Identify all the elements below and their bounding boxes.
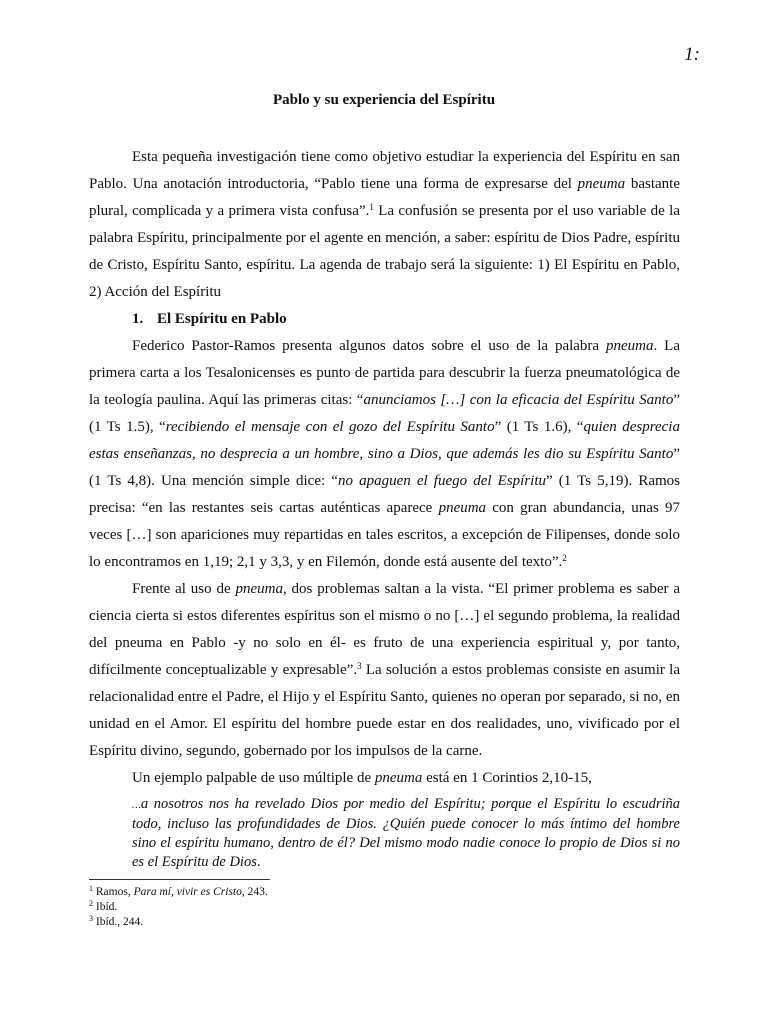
footnote-3 xyxy=(89,915,589,930)
section-number: 1. xyxy=(132,311,144,327)
footnote-text: Ibíd. xyxy=(95,901,118,913)
text-run: ” (1 Ts 1.5), “ xyxy=(89,392,681,435)
footnote-ref: 1 xyxy=(369,202,374,212)
text-run: Un ejemplo palpable de uso múltiple de xyxy=(132,770,375,786)
italic-term: pneuma, xyxy=(235,581,287,597)
quote-ellipsis: … xyxy=(132,800,141,811)
paragraph-problems xyxy=(89,576,680,765)
italic-citation: anunciamos […] con la eficacia del Espíritu Santo xyxy=(363,392,674,408)
text-run: La confusión se presenta por el uso variable de la palabra Espíritu, principalmente por el agente en mención, a saber: espíritu de Dios Padre, espíritu de Cristo, Espíritu Santo, espíritu. La agenda de trabajo será la siguiente: 1) El Espíritu en Pablo, 2) Acción del Espíritu xyxy=(89,203,680,300)
footnote-2 xyxy=(89,900,589,915)
text-run: dos problemas saltan a la vista. “El primer problema es saber a ciencia cierta si estos diferentes espíritus son el mismo o no […] el segundo problema, la realidad del pneuma en Pablo -y no solo en él- es fruto de una experiencia espiritual y, por tanto, difícilmente conceptualizable y expresable”. xyxy=(89,581,680,678)
footnote-page: , 243. xyxy=(241,886,268,898)
footnote-1 xyxy=(89,885,589,900)
footnote-ref: 2 xyxy=(562,553,567,563)
quote-text: a nosotros nos ha revelado Dios por medio del Espíritu; porque el Espíritu lo escudriña todo, incluso las profundidades de Dios. ¿Quién puede conocer lo más íntimo del hombre sino el espíritu humano, dentro de él? Del mismo modo nadie conoce lo propio de Dios si no es el Espíritu de Dios xyxy=(132,796,680,870)
footnote-number: 2 xyxy=(89,899,93,908)
text-run: ” (1 Ts 4,8). Una mención simple dice: “ xyxy=(89,446,680,489)
footnote-work-title: Para mí, vivir es Cristo xyxy=(133,886,242,898)
section-heading xyxy=(89,306,680,333)
footnote-text: Ibíd., 244. xyxy=(95,916,144,928)
footnote-number: 3 xyxy=(89,914,93,923)
block-quote xyxy=(132,795,680,872)
footnote-divider xyxy=(89,879,270,880)
text-run: La solución a estos problemas consiste en asumir la relacionalidad entre el Padre, el Hijo y el Espíritu Santo, quienes no operan por separado, si no, en unidad en el Amor. El espíritu del hombre puede estar en dos realidades, uno, vivificado por el Espíritu divino, segundo, gobernado por los impulsos de la carne. xyxy=(89,662,680,759)
footnotes xyxy=(89,885,589,930)
text-run: con gran abundancia, unas 97 veces […] son apariciones muy repartidas en tales escritos, a excepción de Filipenses, donde solo lo encontramos en 1,19; 2,1 y 3,3, y en Filemón, donde está ausente del texto”. xyxy=(89,500,680,570)
footnote-ref: 3 xyxy=(357,661,362,671)
text-run: ” (1 Ts 5,19). Ramos precisa: “en las restantes seis cartas auténticas aparece xyxy=(89,473,681,516)
text-run: bastante plural, complicada y a primera vista confusa”. xyxy=(89,176,680,219)
text-run: Frente al uso de xyxy=(132,581,236,597)
paragraph-example xyxy=(89,765,680,792)
text-run: . La primera carta a los Tesalonicenses es punto de partida para descubrir la fuerza pneumatológica de la teología paulina. Aquí las primeras citas: “ xyxy=(89,338,680,408)
text-run: está en 1 Corintios 2,10-15, xyxy=(422,770,592,786)
italic-term: pneuma xyxy=(374,770,423,786)
footnote-number: 1 xyxy=(89,884,93,893)
page-number: 1: xyxy=(684,44,700,65)
italic-term: pneuma xyxy=(438,500,487,516)
paragraph-pastor-ramos xyxy=(89,333,680,576)
italic-term: pneuma xyxy=(577,176,626,192)
italic-citation: no apaguen el fuego del Espíritu xyxy=(337,473,547,489)
italic-citation: quien desprecia estas enseñanzas, no desprecia a un hombre, sino a Dios, que además les dio su Espíritu Santo xyxy=(89,419,680,462)
italic-term: pneuma xyxy=(606,338,654,354)
quote-end: . xyxy=(256,854,261,870)
text-run: Esta pequeña investigación tiene como objetivo estudiar la experiencia del Espíritu en san Pablo. Una anotación introductoria, “Pablo tiene una forma de expresarse del xyxy=(89,149,680,192)
italic-citation: recibiendo el mensaje con el gozo del Espíritu Santo xyxy=(165,419,495,435)
text-run: Federico Pastor-Ramos presenta algunos datos sobre el uso de la palabra xyxy=(132,338,606,354)
footnote-author: Ramos, xyxy=(95,886,134,898)
document-body xyxy=(89,144,680,872)
document-title: Pablo y su experiencia del Espíritu xyxy=(272,92,496,108)
section-title: El Espíritu en Pablo xyxy=(157,311,287,327)
text-run: ” (1 Ts 1.6), “ xyxy=(494,419,584,435)
paragraph-intro xyxy=(89,144,680,306)
